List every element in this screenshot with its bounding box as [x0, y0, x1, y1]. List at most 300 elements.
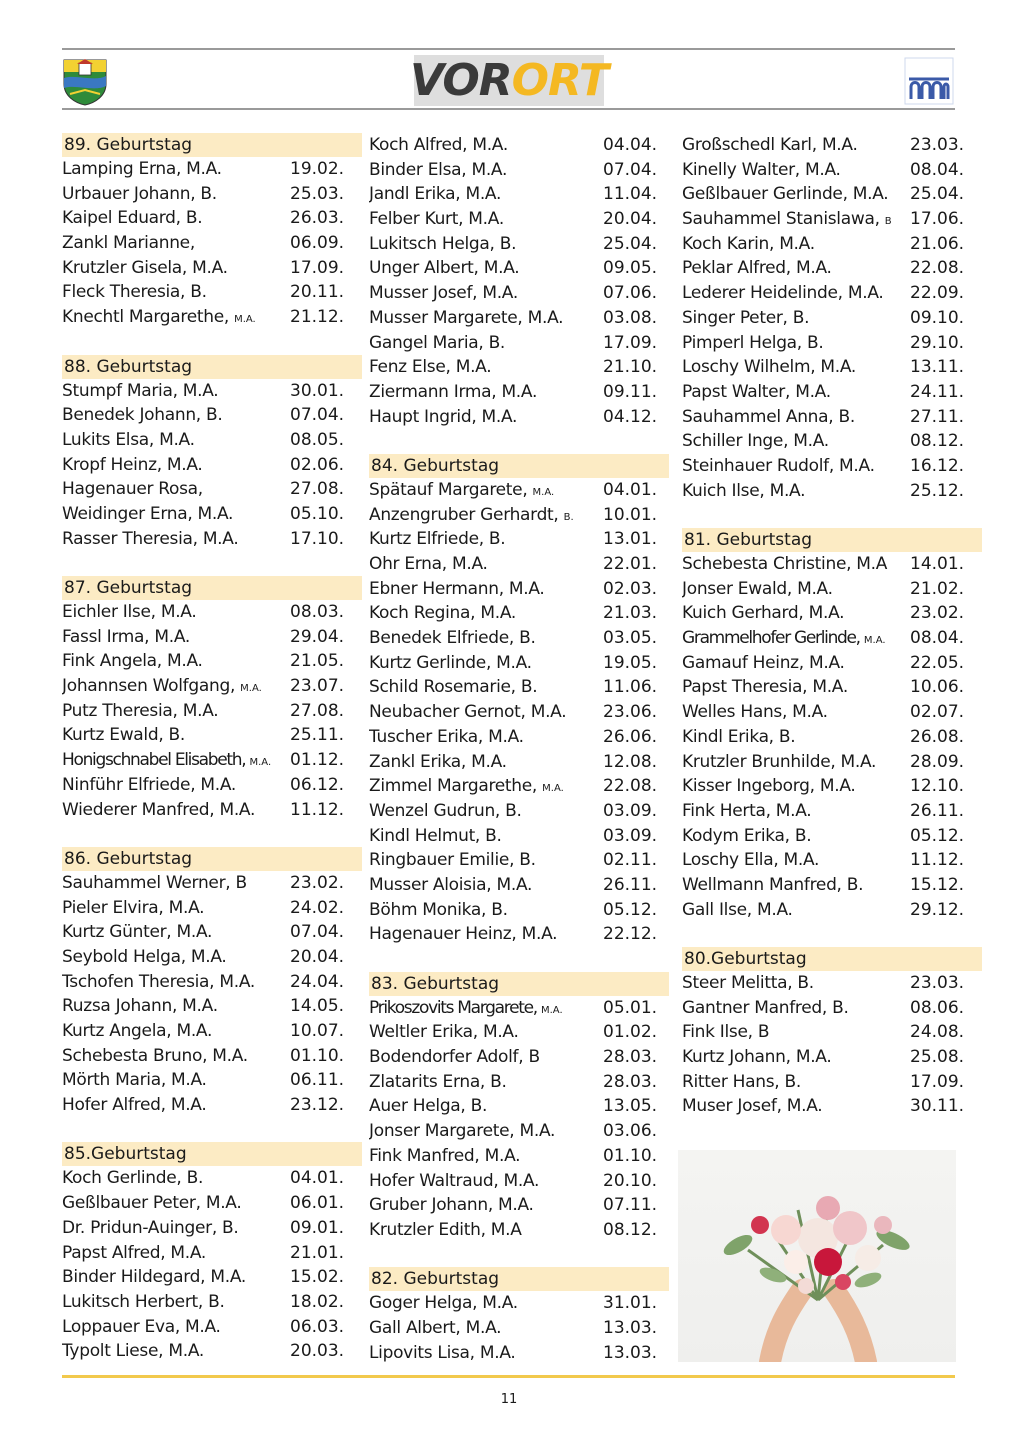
- entry-date: 10.06.: [910, 677, 965, 698]
- entry-name: [62, 527, 290, 552]
- birthday-entry: [369, 725, 659, 750]
- entry-name: [369, 331, 603, 356]
- entry-name-text: Kindl Helmut, B.: [369, 825, 502, 846]
- entry-name-text: Fink Ilse, B: [682, 1022, 770, 1043]
- birthday-entry: [62, 428, 352, 453]
- entry-name: [682, 824, 910, 849]
- entry-name: [62, 379, 290, 404]
- birthday-entry: [682, 601, 972, 626]
- entry-date: 26.03.: [290, 208, 345, 229]
- birthday-entry: [369, 478, 659, 503]
- birthday-entry: [62, 920, 352, 945]
- entry-name-text: Geßlbauer Peter, M.A.: [62, 1193, 242, 1214]
- entry-name-text: Binder Elsa, M.A.: [369, 159, 508, 180]
- birthday-entry: [62, 649, 352, 674]
- entry-name-text: Hofer Alfred, M.A.: [62, 1095, 207, 1116]
- entry-name-text: Ritter Hans, B.: [682, 1071, 801, 1092]
- entry-name: [369, 799, 603, 824]
- entry-name-suffix: M.A.: [542, 783, 564, 795]
- section-spacer: [369, 1243, 659, 1268]
- entry-date: 28.09.: [910, 751, 965, 772]
- birthday-entry: [369, 527, 659, 552]
- entry-date: 04.01.: [290, 1168, 345, 1189]
- entry-name-text: Pieler Elvira, M.A.: [62, 897, 205, 918]
- entry-date: 03.05.: [603, 628, 658, 649]
- section-spacer: [62, 822, 352, 847]
- entry-name: [682, 651, 910, 676]
- entry-name-text: Koch Gerlinde, B.: [62, 1168, 204, 1189]
- entry-name-text: Kurtz Angela, M.A.: [62, 1021, 213, 1041]
- entry-date: 27.08.: [290, 479, 345, 500]
- entry-name: [682, 577, 910, 602]
- birthday-entry: [369, 503, 659, 528]
- entry-name: [369, 380, 603, 405]
- entry-name: [682, 158, 910, 183]
- entry-date: 16.12.: [910, 455, 965, 476]
- entry-name-text: Kaipel Eduard, B.: [62, 208, 203, 229]
- entry-name-text: Haupt Ingrid, M.A.: [369, 406, 518, 427]
- birthday-entry: [369, 626, 659, 651]
- birthday-entry: [62, 305, 352, 330]
- entry-name-text: Lukitsch Herbert, B.: [62, 1291, 225, 1312]
- entry-name: [682, 182, 910, 207]
- entry-name-text: Zankl Erika, M.A.: [369, 751, 507, 772]
- entry-date: 04.01.: [603, 479, 658, 500]
- birthday-entry: [369, 774, 659, 799]
- entry-date: 13.03.: [603, 1317, 658, 1338]
- birthday-entry: [369, 1070, 659, 1095]
- entry-name: [369, 1218, 603, 1243]
- entry-date: 29.04.: [290, 626, 345, 647]
- birthday-entry: [62, 1216, 352, 1241]
- birthday-entry: [62, 970, 352, 995]
- birthday-entry: [62, 798, 352, 823]
- entry-name: [62, 1093, 290, 1118]
- entry-name-text: Dr. Pridun-Auinger, B.: [62, 1217, 239, 1238]
- entry-name-suffix: M.A.: [234, 314, 256, 326]
- birthday-entry: [62, 280, 352, 305]
- entry-name: [369, 207, 603, 232]
- entry-date: 22.09.: [910, 283, 965, 304]
- entry-date: 01.02.: [603, 1022, 658, 1043]
- birthday-entry: [62, 1265, 352, 1290]
- entry-date: 13.01.: [603, 529, 658, 550]
- birthday-entry: [369, 405, 659, 430]
- birthday-entry: [682, 380, 972, 405]
- entry-name: [369, 1144, 603, 1169]
- entry-date: 22.01.: [603, 554, 658, 574]
- entry-name-text: Wellmann Manfred, B.: [682, 874, 864, 895]
- entry-date: 02.06.: [290, 454, 345, 475]
- entry-date: 06.01.: [290, 1193, 345, 1214]
- birthday-entry: [369, 1094, 659, 1119]
- entry-name-text: Gruber Johann, M.A.: [369, 1195, 534, 1216]
- entry-date: 07.04.: [603, 159, 658, 180]
- entry-name-text: Spätauf Margarete,: [369, 479, 528, 500]
- birthday-entry: [369, 1341, 659, 1366]
- entry-date: 09.10.: [910, 307, 965, 328]
- entry-date: 26.08.: [910, 726, 965, 747]
- entry-name: [369, 848, 603, 873]
- entry-date: 19.02.: [290, 159, 345, 179]
- entry-date: 28.03.: [603, 1047, 658, 1068]
- birthday-column-1: [62, 133, 352, 1364]
- entry-name-text: Gall Albert, M.A.: [369, 1317, 502, 1338]
- entry-date: 31.01.: [603, 1293, 658, 1314]
- section-spacer: [62, 551, 352, 576]
- entry-name-text: Krutzler Gisela, M.A.: [62, 257, 228, 278]
- entry-name-text: Kodym Erika, B.: [682, 825, 812, 846]
- birthday-column-2: [369, 133, 659, 1365]
- entry-name: [369, 478, 603, 503]
- entry-name: [62, 206, 290, 231]
- entry-date: 29.12.: [910, 899, 965, 920]
- entry-name: [62, 1265, 290, 1290]
- birthday-entry: [682, 675, 972, 700]
- entry-name: [682, 971, 910, 996]
- entry-date: 22.08.: [603, 776, 658, 797]
- entry-name: [62, 1019, 290, 1044]
- entry-name: [682, 774, 910, 799]
- birthday-entry: [62, 1191, 352, 1216]
- entry-name: [62, 871, 290, 896]
- birthday-section-heading: 85.Geburtstag: [62, 1142, 362, 1166]
- entry-name: [62, 1044, 290, 1069]
- entry-name-text: Ohr Erna, M.A.: [369, 554, 488, 574]
- entry-name: [62, 182, 290, 207]
- birthday-entry: [62, 674, 352, 699]
- entry-date: 11.06.: [603, 677, 658, 698]
- entry-name: [682, 898, 910, 923]
- birthday-entry: [369, 898, 659, 923]
- entry-date: 09.11.: [603, 381, 658, 402]
- entry-name-suffix: M.A.: [249, 757, 272, 769]
- birthday-entry: [369, 873, 659, 898]
- birthday-entry: [682, 454, 972, 479]
- birthday-entry: [62, 871, 352, 896]
- entry-date: 01.12.: [290, 750, 345, 771]
- entry-name-text: Koch Alfred, M.A.: [369, 135, 508, 155]
- entry-name: [682, 355, 910, 380]
- entry-name-text: Fassl Irma, M.A.: [62, 626, 190, 647]
- entry-date: 06.03.: [290, 1316, 345, 1337]
- entry-name: [682, 700, 910, 725]
- birthday-entry: [682, 577, 972, 602]
- entry-name-text: Weidinger Erna, M.A.: [62, 503, 234, 524]
- vorort-logo: [410, 54, 608, 106]
- entry-name-text: Urbauer Johann, B.: [62, 183, 217, 204]
- birthday-entry: [682, 626, 972, 651]
- birthday-section-heading: 86. Geburtstag: [62, 847, 362, 871]
- entry-name: [62, 1166, 290, 1191]
- header-bottom-rule: [62, 108, 955, 110]
- entry-date: 05.12.: [603, 899, 658, 920]
- entry-date: 08.04.: [910, 628, 965, 649]
- entry-name-text: Kindl Erika, B.: [682, 726, 796, 747]
- entry-name-text: Hagenauer Rosa,: [62, 479, 203, 500]
- birthday-entry: [682, 898, 972, 923]
- entry-name-text: Krutzler Brunhilde, M.A.: [682, 751, 877, 772]
- entry-name: [62, 773, 290, 798]
- entry-date: 23.03.: [910, 973, 965, 993]
- entry-name: [369, 1291, 603, 1316]
- entry-name: [369, 182, 603, 207]
- entry-name: [682, 799, 910, 824]
- birthday-entry: [369, 207, 659, 232]
- birthday-entry: [62, 600, 352, 625]
- entry-name-text: Singer Peter, B.: [682, 307, 810, 328]
- entry-name-text: Wiederer Manfred, M.A.: [62, 799, 256, 820]
- entry-name-text: Schebesta Christine, M.A: [682, 554, 888, 574]
- entry-name-text: Hagenauer Heinz, M.A.: [369, 924, 558, 945]
- entry-name-text: Kurtz Günter, M.A.: [62, 922, 213, 943]
- entry-name-text: Rasser Theresia, M.A.: [62, 528, 239, 549]
- birthday-entry: [682, 996, 972, 1021]
- logo-vor: VOR: [410, 54, 512, 106]
- birthday-entry: [62, 748, 352, 773]
- entry-name: [62, 970, 290, 995]
- entry-name-text: Loppauer Eva, M.A.: [62, 1316, 221, 1337]
- entry-name: [369, 1094, 603, 1119]
- entry-name-text: Kurtz Ewald, B.: [62, 725, 186, 746]
- entry-name: [682, 848, 910, 873]
- entry-name: [369, 281, 603, 306]
- birthday-entry: [682, 848, 972, 873]
- section-spacer: [369, 429, 659, 454]
- entry-name-text: Knechtl Margarethe,: [62, 307, 229, 328]
- birthday-entry: [62, 1019, 352, 1044]
- entry-name-text: Papst Alfred, M.A.: [62, 1242, 207, 1263]
- bouquet-illustration: [678, 1150, 956, 1362]
- entry-date: 22.05.: [910, 652, 965, 673]
- section-spacer: [682, 922, 972, 947]
- birthday-entry: [682, 824, 972, 849]
- entry-name-text: Fink Manfred, M.A.: [369, 1145, 521, 1166]
- entry-date: 11.12.: [910, 850, 965, 871]
- entry-name-text: Tuscher Erika, M.A.: [369, 726, 524, 747]
- entry-name-text: Binder Hildegard, M.A.: [62, 1267, 246, 1288]
- birthday-entry: [62, 1339, 352, 1364]
- entry-name: [369, 774, 603, 799]
- entry-name: [682, 750, 910, 775]
- section-spacer: [62, 330, 352, 355]
- birthday-entry: [62, 1166, 352, 1191]
- birthday-entry: [682, 750, 972, 775]
- entry-name: [682, 1094, 910, 1119]
- entry-name: [62, 1191, 290, 1216]
- entry-name-suffix: M.A.: [532, 486, 555, 498]
- birthday-section-heading: 81. Geburtstag: [682, 528, 982, 552]
- entry-name-suffix: M.A.: [541, 1004, 563, 1016]
- entry-name: [682, 601, 910, 626]
- birthday-entry: [682, 552, 972, 577]
- entry-name: [369, 824, 603, 849]
- entry-date: 17.09.: [603, 332, 658, 353]
- entry-name-text: Gangel Maria, B.: [369, 332, 506, 353]
- entry-date: 25.04.: [910, 184, 965, 205]
- birthday-entry: [369, 996, 659, 1021]
- entry-name: [682, 1020, 910, 1045]
- entry-date: 01.10.: [290, 1045, 345, 1066]
- entry-name-text: Lamping Erna, M.A.: [62, 159, 222, 179]
- entry-date: 21.02.: [910, 578, 965, 599]
- entry-name-text: Jonser Ewald, M.A.: [682, 578, 833, 599]
- entry-date: 06.12.: [290, 774, 345, 795]
- birthday-entry: [369, 922, 659, 947]
- entry-name: [369, 1070, 603, 1095]
- entry-name-text: Musser Margarete, M.A.: [369, 307, 564, 328]
- entry-name: [62, 994, 290, 1019]
- entry-name-text: Zlatarits Erna, B.: [369, 1071, 507, 1092]
- entry-date: 07.04.: [290, 922, 345, 943]
- header-top-rule: [62, 48, 955, 50]
- birthday-entry: [682, 971, 972, 996]
- entry-name: [62, 1241, 290, 1266]
- entry-name: [62, 256, 290, 281]
- entry-date: 03.08.: [603, 307, 658, 328]
- entry-name-text: Lipovits Lisa, M.A.: [369, 1342, 516, 1363]
- entry-name-text: Peklar Alfred, M.A.: [682, 258, 832, 279]
- entry-date: 23.02.: [910, 603, 965, 624]
- bridge-arches-icon: [904, 57, 954, 105]
- entry-date: 21.06.: [910, 233, 965, 254]
- entry-date: 24.08.: [910, 1022, 965, 1043]
- entry-name: [369, 675, 603, 700]
- entry-name-text: Fenz Else, M.A.: [369, 357, 492, 378]
- entry-name: [369, 133, 603, 158]
- section-spacer: [62, 1118, 352, 1143]
- birthday-section-heading: 89. Geburtstag: [62, 133, 362, 157]
- birthday-entry: [682, 799, 972, 824]
- entry-name: [62, 403, 290, 428]
- entry-date: 03.09.: [603, 800, 658, 821]
- birthday-entry: [62, 157, 352, 182]
- entry-name-text: Benedek Johann, B.: [62, 405, 223, 426]
- birthday-entry: [369, 331, 659, 356]
- entry-date: 25.12.: [910, 480, 965, 501]
- entry-name: [62, 231, 290, 256]
- entry-name-text: Gall Ilse, M.A.: [682, 899, 793, 920]
- birthday-entry: [62, 502, 352, 527]
- entry-name: [369, 355, 603, 380]
- entry-name: [62, 723, 290, 748]
- entry-date: 30.11.: [910, 1096, 965, 1117]
- birthday-section-heading: 84. Geburtstag: [369, 454, 669, 478]
- entry-name: [682, 207, 910, 232]
- entry-date: 05.01.: [603, 997, 658, 1018]
- birthday-entry: [369, 799, 659, 824]
- birthday-entry: [682, 479, 972, 504]
- entry-name-text: Loschy Ella, M.A.: [682, 850, 820, 871]
- entry-name: [682, 232, 910, 257]
- entry-name: [62, 699, 290, 724]
- birthday-entry: [369, 824, 659, 849]
- entry-name-text: Steer Melitta, B.: [682, 973, 814, 993]
- entry-name-text: Anzengruber Gerhardt,: [369, 504, 559, 525]
- entry-name-text: Ziermann Irma, M.A.: [369, 381, 538, 402]
- entry-name-text: Kuich Gerhard, M.A.: [682, 603, 845, 624]
- birthday-entry: [369, 552, 659, 577]
- entry-date: 19.05.: [603, 652, 658, 673]
- entry-name-text: Pimperl Helga, B.: [682, 332, 824, 353]
- entry-date: 23.02.: [290, 872, 345, 893]
- entry-name-text: Schiller Inge, M.A.: [682, 431, 829, 452]
- entry-name-text: Lederer Heidelinde, M.A.: [682, 283, 884, 304]
- birthday-entry: [369, 355, 659, 380]
- entry-name: [369, 256, 603, 281]
- entry-name: [62, 1315, 290, 1340]
- entry-date: 27.11.: [910, 406, 965, 427]
- entry-name: [62, 1216, 290, 1241]
- entry-name: [62, 280, 290, 305]
- entry-date: 23.07.: [290, 676, 345, 697]
- entry-name-text: Geßlbauer Gerlinde, M.A.: [682, 184, 889, 205]
- birthday-entry: [682, 158, 972, 183]
- entry-name: [682, 725, 910, 750]
- entry-name: [62, 798, 290, 823]
- birthday-entry: [369, 1193, 659, 1218]
- entry-name-text: Kurtz Elfriede, B.: [369, 529, 506, 550]
- entry-name-text: Fink Herta, M.A.: [682, 800, 812, 821]
- birthday-entry: [369, 675, 659, 700]
- entry-name-text: Steinhauer Rudolf, M.A.: [682, 455, 875, 476]
- entry-name: [682, 996, 910, 1021]
- birthday-entry: [682, 1020, 972, 1045]
- birthday-column-3: [682, 133, 972, 1119]
- entry-name: [369, 1316, 603, 1341]
- entry-name-text: Mörth Maria, M.A.: [62, 1070, 207, 1091]
- entry-name-text: Fink Angela, M.A.: [62, 651, 203, 672]
- entry-name-text: Kurtz Gerlinde, M.A.: [369, 652, 532, 673]
- entry-name-text: Koch Karin, M.A.: [682, 233, 815, 254]
- birthday-entry: [369, 1218, 659, 1243]
- entry-name: [682, 405, 910, 430]
- entry-name: [369, 922, 603, 947]
- entry-name: [62, 1068, 290, 1093]
- entry-name: [682, 479, 910, 504]
- entry-date: 23.12.: [290, 1095, 345, 1116]
- birthday-entry: [369, 1119, 659, 1144]
- birthday-entry: [62, 699, 352, 724]
- entry-name: [369, 601, 603, 626]
- entry-name-text: Sauhammel Stanislawa,: [682, 209, 880, 230]
- entry-name: [682, 306, 910, 331]
- entry-name: [62, 945, 290, 970]
- entry-name: [369, 1193, 603, 1218]
- entry-date: 15.02.: [290, 1267, 345, 1288]
- entry-date: 13.05.: [603, 1096, 658, 1117]
- entry-date: 25.03.: [290, 183, 345, 204]
- entry-name: [369, 873, 603, 898]
- entry-date: 10.07.: [290, 1021, 345, 1041]
- entry-name-text: Lukitsch Helga, B.: [369, 233, 517, 254]
- entry-name-text: Jandl Erika, M.A.: [369, 184, 502, 205]
- entry-name: [369, 577, 603, 602]
- birthday-entry: [369, 700, 659, 725]
- entry-date: 25.11.: [290, 725, 345, 746]
- birthday-entry: [369, 1020, 659, 1045]
- page-number: 11: [500, 1392, 518, 1407]
- birthday-entry: [682, 207, 972, 232]
- birthday-entry: [369, 182, 659, 207]
- section-spacer: [369, 947, 659, 972]
- birthday-entry: [682, 405, 972, 430]
- entry-name: [369, 898, 603, 923]
- entry-name-text: Lukits Elsa, M.A.: [62, 429, 195, 450]
- entry-name: [369, 552, 603, 577]
- entry-name-suffix: B: [884, 216, 892, 228]
- entry-date: 26.11.: [910, 800, 965, 821]
